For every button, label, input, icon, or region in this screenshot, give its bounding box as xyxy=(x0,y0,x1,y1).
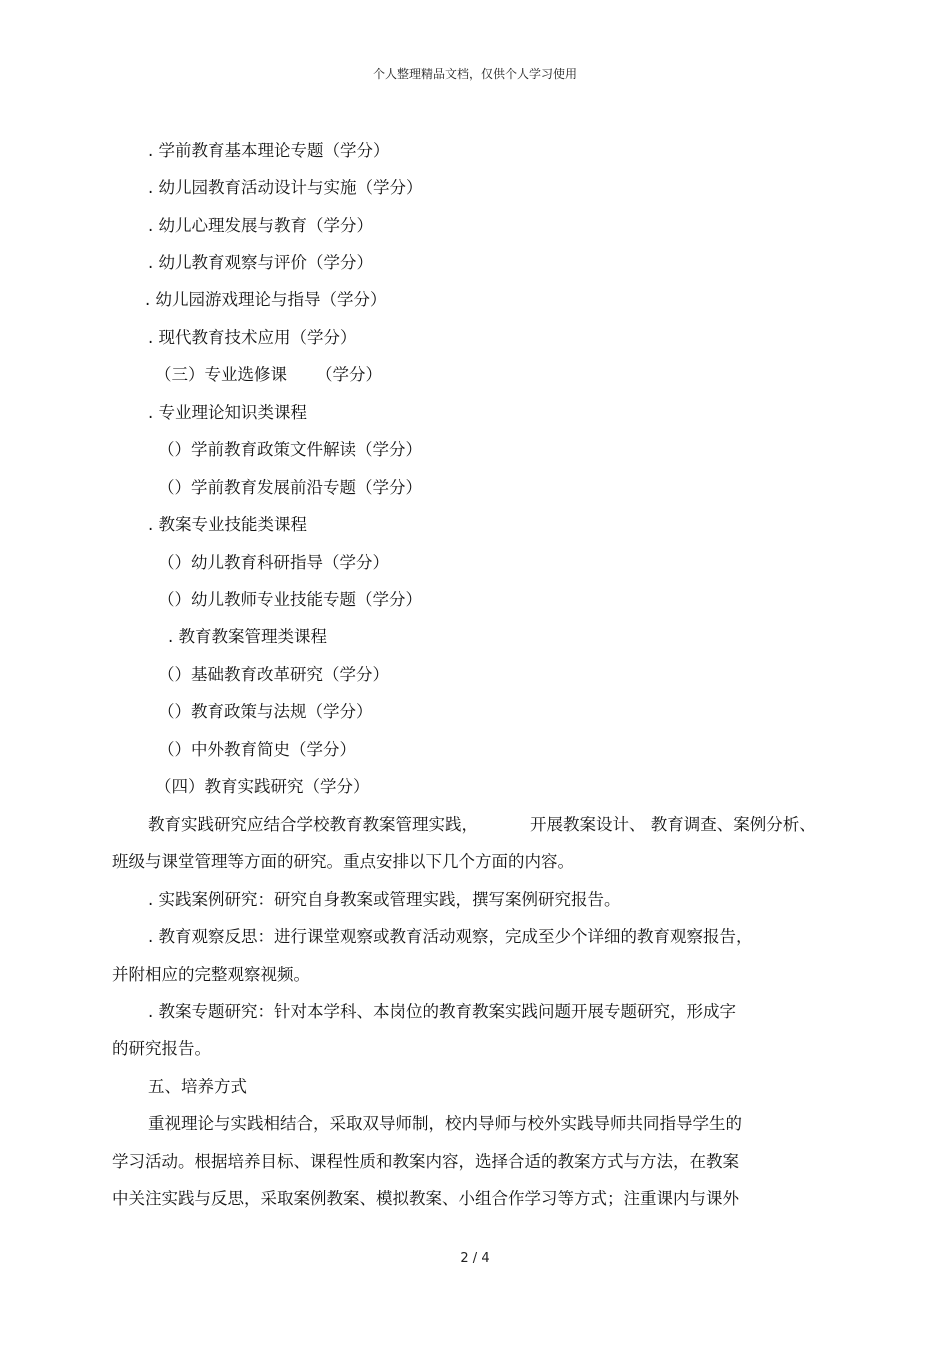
text-line: 中关注实践与反思，采取案例教案、模拟教案、小组合作学习等方式；注重课内与课外 xyxy=(112,1189,739,1208)
text-line: . 现代教育技术应用（学分） xyxy=(148,328,357,347)
text-line: （）学前教育发展前沿专题（学分） xyxy=(158,478,422,497)
text-line: （）基础教育改革研究（学分） xyxy=(158,665,389,684)
text-line: 并附相应的完整观察视频。 xyxy=(112,965,310,984)
text-line: . 教案专题研究：针对本学科、本岗位的教育教案实践问题开展专题研究，形成字 xyxy=(148,1002,736,1021)
text-line: （）中外教育简史（学分） xyxy=(158,740,356,759)
text-line: （）教育政策与法规（学分） xyxy=(158,702,373,721)
text-line: . 教育教案管理类课程 xyxy=(168,627,327,646)
text-line: 学习活动。根据培养目标、课程性质和教案内容，选择合适的教案方式与方法，在教案 xyxy=(112,1152,739,1171)
text-line: . 幼儿教育观察与评价（学分） xyxy=(148,253,373,272)
section-heading: 五、培养方式 xyxy=(148,1077,247,1096)
section-heading: （三）专业选修课 xyxy=(155,365,287,384)
text-line: 教育实践研究应结合学校教育教案管理实践， xyxy=(148,815,478,834)
text-line: . 专业理论知识类课程 xyxy=(148,403,307,422)
text-line: . 实践案例研究：研究自身教案或管理实践，撰写案例研究报告。 xyxy=(148,890,621,909)
section-heading: （四）教育实践研究（学分） xyxy=(155,777,370,796)
text-line: . 幼儿园游戏理论与指导（学分） xyxy=(145,290,387,309)
text-line: （）学前教育政策文件解读（学分） xyxy=(158,440,422,459)
text-line: . 幼儿心理发展与教育（学分） xyxy=(148,216,373,235)
text-line: . 教育观察反思：进行课堂观察或教育活动观察，完成至少个详细的教育观察报告， xyxy=(148,927,753,946)
text-line: . 幼儿园教育活动设计与实施（学分） xyxy=(148,178,423,197)
text-line: 班级与课堂管理等方面的研究。重点安排以下几个方面的内容。 xyxy=(112,852,574,871)
page-header: 个人整理精品文档，仅供个人学习使用 xyxy=(372,67,577,81)
text-line: （）幼儿教育科研指导（学分） xyxy=(158,553,389,572)
text-line: 开展教案设计、 教育调查、案例分析、 xyxy=(530,815,816,834)
text-line: （）幼儿教师专业技能专题（学分） xyxy=(158,590,422,609)
text-line: 重视理论与实践相结合，采取双导师制，校内导师与校外实践导师共同指导学生的 xyxy=(148,1114,742,1133)
text-line: 的研究报告。 xyxy=(112,1039,211,1058)
text-line: . 教案专业技能类课程 xyxy=(148,515,307,534)
page-number: 2 / 4 xyxy=(460,1251,490,1266)
text-line: （学分） xyxy=(316,365,382,384)
text-line: . 学前教育基本理论专题（学分） xyxy=(148,141,390,160)
